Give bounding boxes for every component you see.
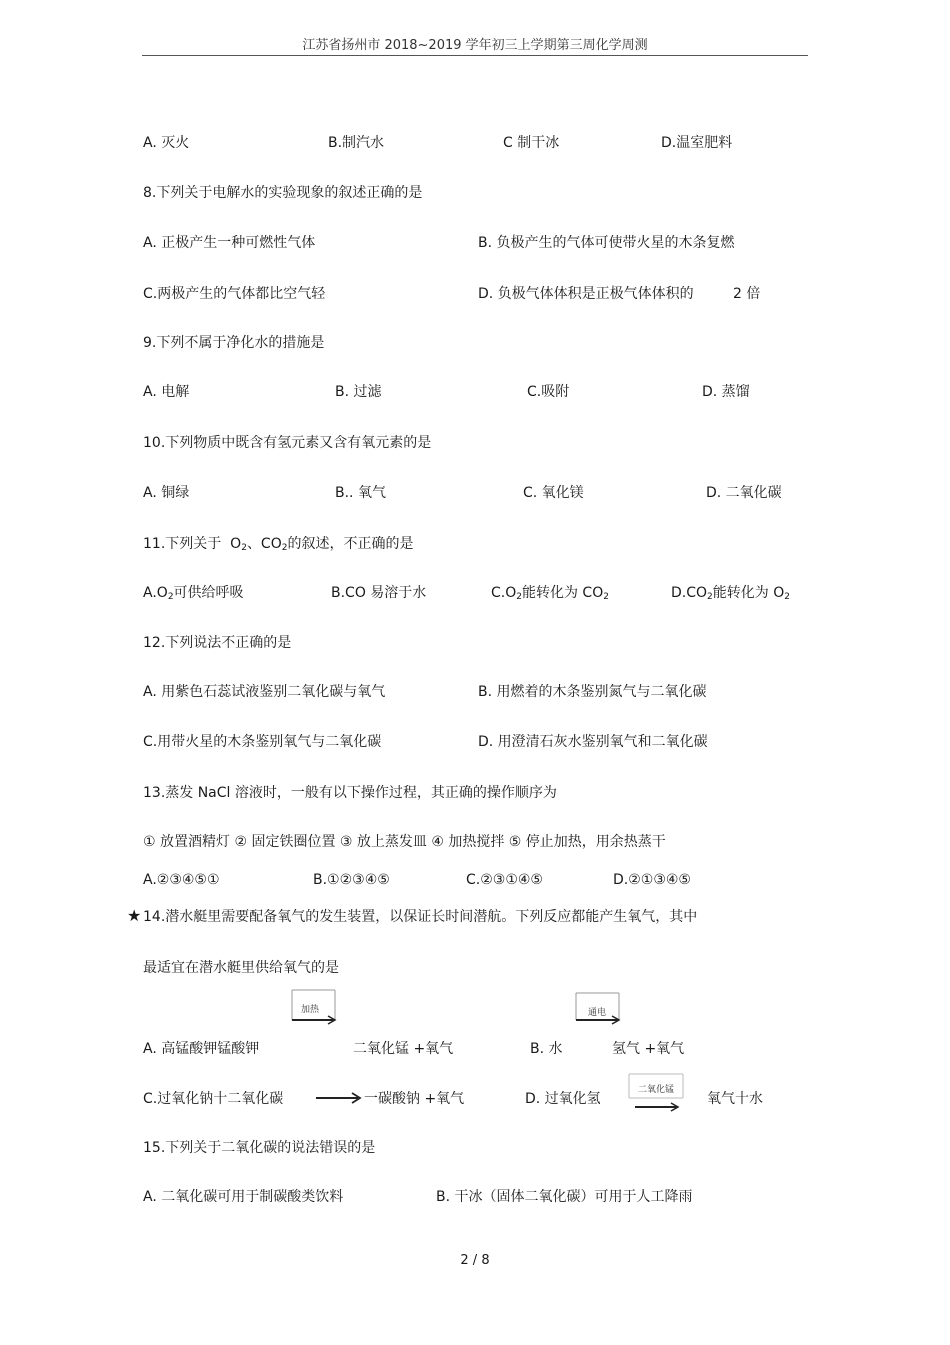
q14-d-products: 氧气十水 xyxy=(707,1091,763,1107)
q7-option-c: C 制干冰 xyxy=(503,135,560,151)
q14-d-reactant: D. 过氧化氢 xyxy=(525,1091,601,1107)
q11-stem xyxy=(143,535,413,557)
q11-option-d xyxy=(671,584,790,606)
q14-b-products: 氢气 +氧气 xyxy=(612,1041,685,1057)
q11-c-pre: C.O xyxy=(491,585,517,601)
q13-option-a: A.②③④⑤① xyxy=(143,872,220,888)
q15-stem: 15.下列关于二氧化碳的说法错误的是 xyxy=(143,1140,376,1156)
q9-option-b: B. 过滤 xyxy=(335,384,382,400)
q10-stem: 10.下列物质中既含有氢元素又含有氧元素的是 xyxy=(143,435,432,451)
q14-b-condition: 通电 xyxy=(588,1008,607,1018)
q11-d-pre: D.CO xyxy=(671,585,708,601)
q13-option-b: B.①②③④⑤ xyxy=(313,872,390,888)
q12-option-c: C.用带火星的木条鉴别氧气与二氧化碳 xyxy=(143,734,382,750)
q10-option-d: D. 二氧化碳 xyxy=(706,485,782,501)
q11-option-a xyxy=(143,584,244,606)
q11-stem-mid: 、CO xyxy=(246,536,282,552)
q10-option-a: A. 铜绿 xyxy=(143,485,190,501)
page-header: 江苏省扬州市 2018~2019 学年初三上学期第三周化学周测 xyxy=(302,38,648,53)
q12-option-a: A. 用紫色石蕊试液鉴别二氧化碳与氧气 xyxy=(143,684,386,700)
header-rule xyxy=(142,55,808,56)
q14-a-products: 二氧化锰 +氧气 xyxy=(353,1041,454,1057)
q14-c-products: 一碳酸钠 +氧气 xyxy=(364,1091,465,1107)
q14-c-arrow-icon xyxy=(315,1090,363,1106)
q9-option-d: D. 蒸馏 xyxy=(702,384,750,400)
star-icon: ★ xyxy=(127,906,142,925)
q11-stem-o: O xyxy=(230,536,242,552)
q11-c-sub-a: 2 xyxy=(516,592,522,602)
q8-option-d-tail: 2 倍 xyxy=(733,286,761,302)
q14-stem-line2: 最适宜在潜水艇里供给氧气的是 xyxy=(143,960,339,976)
q14-a-reactant: A. 高锰酸钾锰酸钾 xyxy=(143,1041,260,1057)
q14-b-arrow-icon xyxy=(574,993,622,1033)
q11-stem-sub-a: 2 xyxy=(241,543,247,553)
q8-option-d: D. 负极气体体积是正极气体体积的 xyxy=(478,286,694,302)
q13-stem: 13.蒸发 NaCl 溶液时，一般有以下操作过程，其正确的操作顺序为 xyxy=(143,785,557,801)
q11-a-post: 可供给呼吸 xyxy=(173,585,244,601)
q14-a-arrow-icon xyxy=(290,990,338,1030)
q7-option-a: A. 灭火 xyxy=(143,135,190,151)
q11-stem-pre: 11.下列关于 xyxy=(143,536,222,552)
q11-stem-sub-b: 2 xyxy=(281,543,288,553)
q13-option-c: C.②③①④⑤ xyxy=(466,872,543,888)
q8-stem: 8.下列关于电解水的实验现象的叙述正确的是 xyxy=(143,185,423,201)
q12-stem: 12.下列说法不正确的是 xyxy=(143,635,292,651)
q8-option-c: C.两极产生的气体都比空气轻 xyxy=(143,286,326,302)
q11-option-c xyxy=(491,584,609,606)
q11-d-sub-a: 2 xyxy=(707,592,713,602)
q7-option-b: B.制汽水 xyxy=(328,135,385,151)
q10-option-b: B.. 氧气 xyxy=(335,485,386,501)
q14-c-reactant: C.过氧化钠十二氧化碳 xyxy=(143,1091,284,1107)
q11-a-sub: 2 xyxy=(167,592,174,602)
q9-option-c: C.吸附 xyxy=(527,384,570,400)
q11-option-b: B.CO 易溶于水 xyxy=(331,585,427,601)
q11-stem-post: 的叙述，不正确的是 xyxy=(287,536,414,552)
q11-a-pre: A.O xyxy=(143,585,168,601)
q13-option-d: D.②①③④⑤ xyxy=(613,872,691,888)
q8-option-a: A. 正极产生一种可燃性气体 xyxy=(143,235,316,251)
q14-a-condition: 加热 xyxy=(301,1005,320,1015)
q14-b-reactant: B. 水 xyxy=(530,1041,563,1057)
q10-option-c: C. 氧化镁 xyxy=(523,485,584,501)
q12-option-b: B. 用燃着的木条鉴别氮气与二氧化碳 xyxy=(478,684,707,700)
q14-d-arrow-icon xyxy=(627,1074,687,1114)
q8-option-b: B. 负极产生的气体可使带火星的木条复燃 xyxy=(478,235,735,251)
q13-steps: ① 放置酒精灯 ② 固定铁圈位置 ③ 放上蒸发皿 ④ 加热搅拌 ⑤ 停止加热，用余热蒸干 xyxy=(143,834,666,850)
q14-d-condition: 二氧化锰 xyxy=(638,1085,675,1095)
q11-c-mid: 能转化为 CO xyxy=(521,585,604,601)
q9-stem: 9.下列不属于净化水的措施是 xyxy=(143,335,325,351)
page-number: 2 / 8 xyxy=(460,1253,490,1268)
q14-stem-line1: 14.潜水艇里需要配备氧气的发生装置，以保证长时间潜航。下列反应都能产生氧气，其中 xyxy=(143,909,698,925)
q7-option-d: D.温室肥料 xyxy=(661,135,733,151)
q12-option-d: D. 用澄清石灰水鉴别氧气和二氧化碳 xyxy=(478,734,708,750)
q9-option-a: A. 电解 xyxy=(143,384,190,400)
q11-d-sub-b: 2 xyxy=(784,592,790,602)
q15-option-b: B. 干冰（固体二氧化碳）可用于人工降雨 xyxy=(436,1189,693,1205)
q11-c-sub-b: 2 xyxy=(603,592,609,602)
q15-option-a: A. 二氧化碳可用于制碳酸类饮料 xyxy=(143,1189,344,1205)
q11-d-mid: 能转化为 O xyxy=(712,585,785,601)
